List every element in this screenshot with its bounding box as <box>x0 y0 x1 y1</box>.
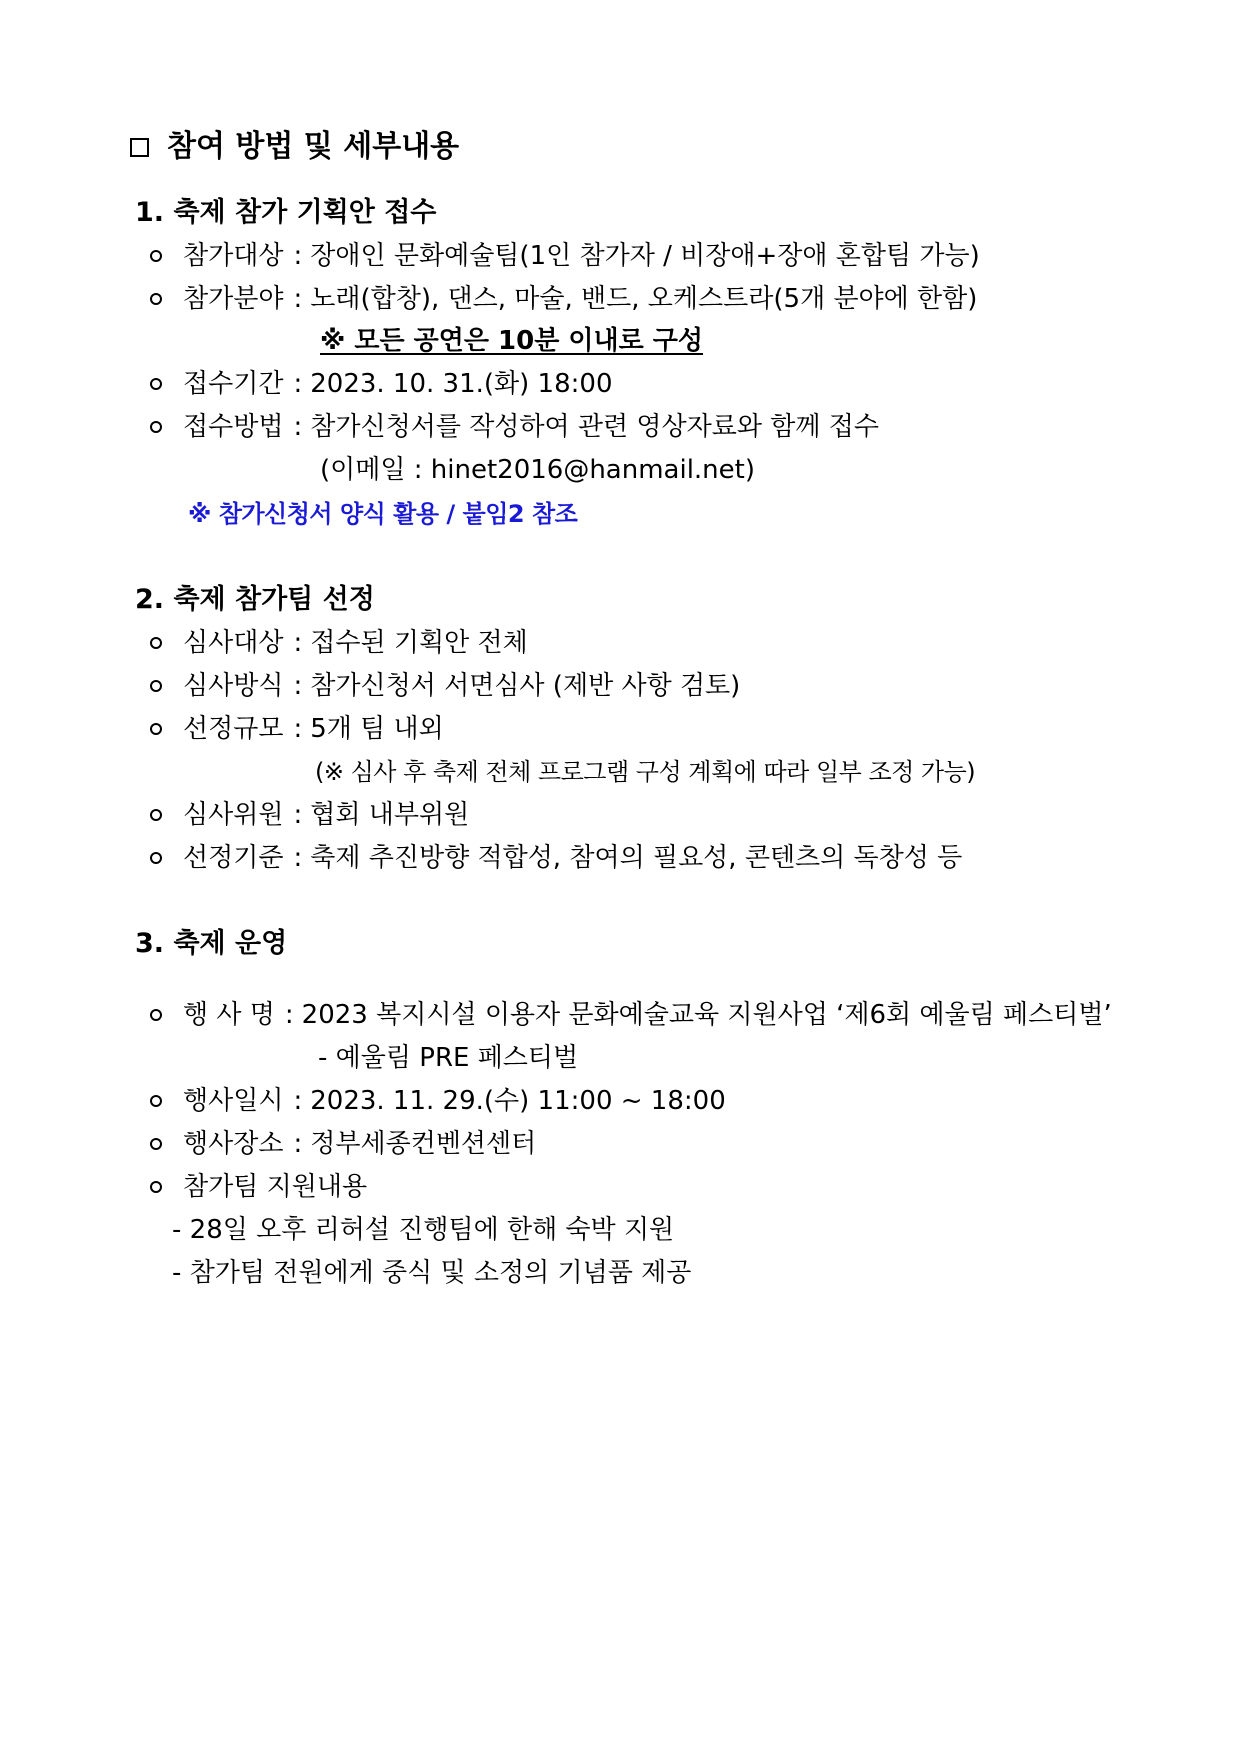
circle-bullet-icon <box>150 1181 162 1193</box>
part2-heading: 2. 축제 참가팀 선정 <box>135 584 375 615</box>
item-value: 참가신청서 서면심사 (제반 사항 검토) <box>310 671 741 701</box>
circle-bullet-icon <box>150 637 162 649</box>
email-line: (이메일 : hinet2016@hanmail.net) <box>320 455 755 485</box>
item-label: 참가대상 <box>183 241 284 271</box>
item-colon: : <box>293 714 303 744</box>
item-value: 2023. 11. 29.(수) 11:00 ~ 18:00 <box>310 1086 726 1116</box>
item-colon: : <box>293 284 303 314</box>
circle-bullet-icon <box>150 293 162 305</box>
circle-bullet-icon <box>150 1095 162 1107</box>
circle-bullet-icon <box>150 809 162 821</box>
circle-bullet-icon <box>150 421 162 433</box>
performance-note: ※ 모든 공연은 10분 이내로 구성 <box>320 326 703 356</box>
item-label: 접수기간 <box>183 369 284 399</box>
support-item-meal: - 참가팀 전원에게 중식 및 소정의 기념품 제공 <box>172 1258 692 1288</box>
item-colon: : <box>293 628 303 658</box>
item-label: 심사위원 <box>183 800 284 830</box>
part2-item-criteria <box>183 841 962 875</box>
part2-item-method <box>183 669 740 703</box>
part1-item-field <box>183 282 977 316</box>
item-label: 선정기준 <box>183 843 284 873</box>
form-note: ※ 참가신청서 양식 활용 / 붙임2 참조 <box>188 500 578 528</box>
circle-bullet-icon <box>150 680 162 692</box>
item-label: 행 사 명 <box>183 1000 275 1030</box>
item-colon: : <box>293 800 303 830</box>
item-value: 노래(합창), 댄스, 마술, 밴드, 오케스트라(5개 분야에 한함) <box>310 284 978 314</box>
checkbox-square-icon <box>130 138 149 157</box>
part1-item-method <box>183 410 879 444</box>
part2-item-judges <box>183 798 469 832</box>
circle-bullet-icon <box>150 723 162 735</box>
item-colon: : <box>293 671 303 701</box>
item-value: 접수된 기획안 전체 <box>310 628 528 658</box>
item-label: 접수방법 <box>183 412 284 442</box>
part2-item-target <box>183 626 528 660</box>
item-value: 5개 팀 내외 <box>310 714 444 744</box>
part3-item-support <box>183 1170 367 1204</box>
circle-bullet-icon <box>150 250 162 262</box>
item-value: 정부세종컨벤션센터 <box>310 1129 537 1159</box>
item-label: 심사방식 <box>183 671 284 701</box>
item-colon: : <box>293 412 303 442</box>
adjust-note: (※ 심사 후 축제 전체 프로그램 구성 계획에 따라 일부 조정 가능) <box>315 758 976 786</box>
item-colon: : <box>293 843 303 873</box>
item-label: 선정규모 <box>183 714 284 744</box>
item-label: 참가분야 <box>183 284 284 314</box>
part1-item-target <box>183 239 980 273</box>
part2-item-scale <box>183 712 444 746</box>
item-colon: : <box>293 369 303 399</box>
circle-bullet-icon <box>150 378 162 390</box>
item-value: 축제 추진방향 적합성, 참여의 필요성, 콘텐츠의 독창성 등 <box>310 843 963 873</box>
part3-item-venue <box>183 1127 536 1161</box>
section-title <box>130 128 459 166</box>
item-colon: : <box>293 1129 303 1159</box>
item-label: 참가팀 지원내용 <box>183 1172 368 1202</box>
item-label: 행사장소 <box>183 1129 284 1159</box>
item-value: 2023 복지시설 이용자 문화예술교육 지원사업 ‘제6회 예울림 페스티벌’ <box>301 1000 1112 1030</box>
circle-bullet-icon <box>150 1009 162 1021</box>
item-value: 참가신청서를 작성하여 관련 영상자료와 함께 접수 <box>310 412 879 442</box>
circle-bullet-icon <box>150 1138 162 1150</box>
part3-item-event-name <box>183 998 1112 1032</box>
part1-heading: 1. 축제 참가 기획안 접수 <box>135 197 437 228</box>
sub-event-line: - 예울림 PRE 페스티벌 <box>318 1043 579 1073</box>
item-colon: : <box>293 1086 303 1116</box>
item-value: 협회 내부위원 <box>310 800 470 830</box>
item-label: 심사대상 <box>183 628 284 658</box>
item-value: 2023. 10. 31.(화) 18:00 <box>310 369 613 399</box>
item-value: 장애인 문화예술팀(1인 참가자 / 비장애+장애 혼합팀 가능) <box>310 241 980 271</box>
section-title-text: 참여 방법 및 세부내용 <box>167 129 460 164</box>
part1-item-period <box>183 367 613 401</box>
item-colon: : <box>293 241 303 271</box>
item-colon: : <box>284 1000 294 1030</box>
part3-heading: 3. 축제 운영 <box>135 928 288 959</box>
circle-bullet-icon <box>150 852 162 864</box>
item-label: 행사일시 <box>183 1086 284 1116</box>
support-item-lodging: - 28일 오후 리허설 진행팀에 한해 숙박 지원 <box>172 1215 675 1245</box>
part3-item-datetime <box>183 1084 726 1118</box>
